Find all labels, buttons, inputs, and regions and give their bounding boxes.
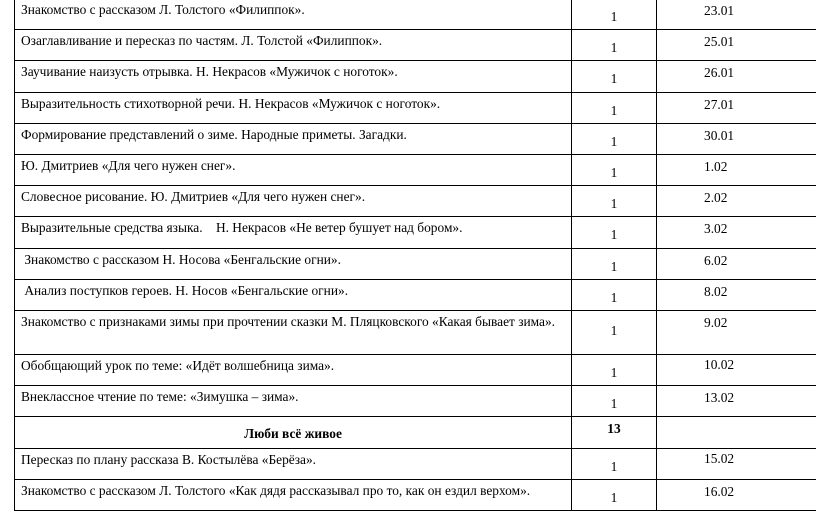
table-row [15,123,816,154]
lesson-topic: Обобщающий урок по теме: «Идёт волшебница зима». [15,354,572,385]
lesson-plan-table [14,0,816,511]
lesson-date: 10.02 [657,354,816,385]
lesson-date: 27.01 [657,92,816,123]
lesson-hours: 1 [572,186,657,217]
table-row [15,0,816,30]
lesson-topic: Внеклассное чтение по теме: «Зимушка – зима». [15,386,572,417]
table-row [15,248,816,279]
lesson-hours: 1 [572,92,657,123]
table-row [15,154,816,185]
lesson-hours: 1 [572,248,657,279]
table-row [15,386,816,417]
section-row [15,417,816,449]
lesson-date: 15.02 [657,448,816,479]
lesson-hours: 1 [572,123,657,154]
lesson-hours: 1 [572,0,657,30]
lesson-topic: Словесное рисование. Ю. Дмитриев «Для чего нужен снег». [15,186,572,217]
lesson-topic: Знакомство с рассказом Л. Толстого «Как дядя рассказывал про то, как он ездил верхом». [15,479,572,510]
lesson-topic: Пересказ по плану рассказа В. Костылёва «Берёза». [15,448,572,479]
lesson-topic: Знакомство с признаками зимы при прочтении сказки М. Пляцковского «Какая бывает зима». [15,310,572,354]
table-row [15,448,816,479]
lesson-hours: 1 [572,217,657,248]
table-row [15,479,816,510]
lesson-date: 16.02 [657,479,816,510]
lesson-topic: Заучивание наизусть отрывка. Н. Некрасов «Мужичок с ноготок». [15,61,572,92]
lesson-topic: Озаглавливание и пересказ по частям. Л. Толстой «Филиппок». [15,30,572,61]
lesson-topic: Ю. Дмитриев «Для чего нужен снег». [15,154,572,185]
lesson-topic: Анализ поступков героев. Н. Носов «Бенгальские огни». [15,279,572,310]
lesson-hours: 1 [572,30,657,61]
lesson-date: 30.01 [657,123,816,154]
section-hours: 13 [572,417,657,449]
lesson-date: 6.02 [657,248,816,279]
lesson-date: 26.01 [657,61,816,92]
lesson-date: 3.02 [657,217,816,248]
lesson-hours: 1 [572,310,657,354]
table-row [15,186,816,217]
table-row [15,217,816,248]
lesson-hours: 1 [572,279,657,310]
table-row [15,61,816,92]
lesson-date: 9.02 [657,310,816,354]
lesson-topic: Выразительность стихотворной речи. Н. Некрасов «Мужичок с ноготок». [15,92,572,123]
lesson-topic: Выразительные средства языка. Н. Некрасов «Не ветер бушует над бором». [15,217,572,248]
lesson-date: 2.02 [657,186,816,217]
lesson-date: 23.01 [657,0,816,30]
section-date-cell [657,417,816,449]
table-row [15,92,816,123]
lesson-date: 1.02 [657,154,816,185]
lesson-hours: 1 [572,386,657,417]
lesson-date: 25.01 [657,30,816,61]
lesson-topic: Формирование представлений о зиме. Народные приметы. Загадки. [15,123,572,154]
table-row [15,30,816,61]
lesson-hours: 1 [572,479,657,510]
lesson-hours: 1 [572,354,657,385]
lesson-topic: Знакомство с рассказом Л. Толстого «Филиппок». [15,0,572,30]
table-row [15,310,816,354]
lesson-hours: 1 [572,154,657,185]
lesson-hours: 1 [572,61,657,92]
lesson-topic: Знакомство с рассказом Н. Носова «Бенгальские огни». [15,248,572,279]
lesson-date: 13.02 [657,386,816,417]
table-row [15,354,816,385]
lesson-date: 8.02 [657,279,816,310]
section-title: Люби всё живое [15,417,572,449]
table-row [15,279,816,310]
lesson-hours: 1 [572,448,657,479]
